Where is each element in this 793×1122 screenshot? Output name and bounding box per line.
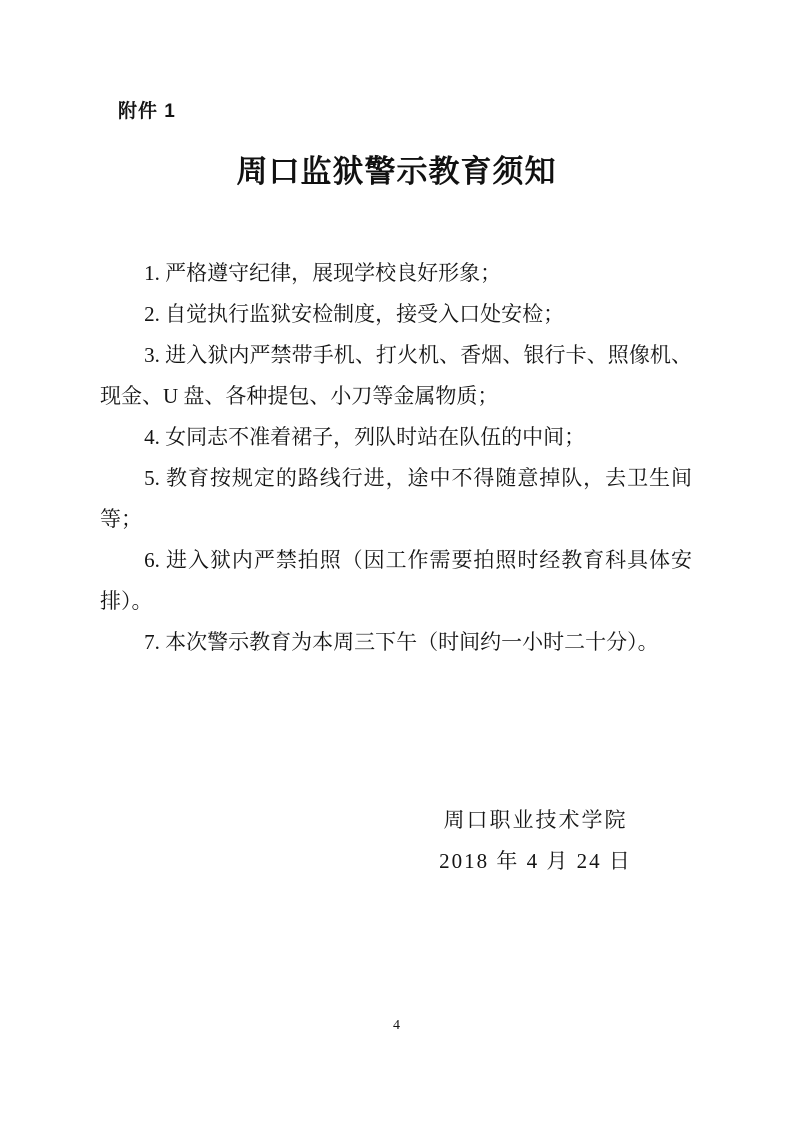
notice-item-5: 5. 教育按规定的路线行进，途中不得随意掉队，去卫生间等； [100,466,692,531]
page-number: 4 [393,1018,400,1033]
notice-item-2: 2. 自觉执行监狱安检制度，接受入口处安检； [144,302,565,326]
page-title: 周口监狱警示教育须知 [236,154,557,189]
notice-item-4: 4. 女同志不准着裙子，列队时站在队伍的中间； [144,425,586,449]
notice-item-7: 7. 本次警示教育为本周三下午（时间约一小时二十分）。 [144,630,659,654]
attachment-label: 附件 1 [118,101,176,122]
signature-organization: 周口职业技术学院 [443,808,628,832]
notice-body [100,253,692,663]
notice-item-3: 3. 进入狱内严禁带手机、打火机、香烟、银行卡、照像机、现金、U 盘、各种提包、小刀等金属物质； [100,343,692,408]
notice-item-6: 6. 进入狱内严禁拍照（因工作需要拍照时经教育科具体安排）。 [100,548,692,613]
notice-item-1: 1. 严格遵守纪律，展现学校良好形象； [144,261,502,285]
signature-block [0,800,793,882]
signature-date: 2018 年 4 月 24 日 [439,849,632,873]
